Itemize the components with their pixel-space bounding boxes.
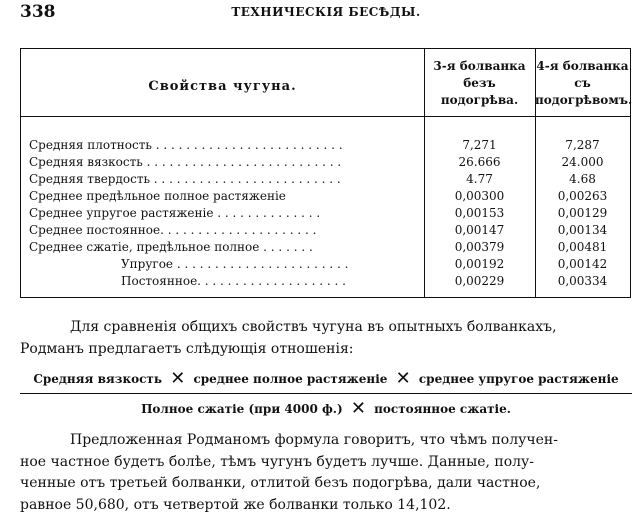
row-label: Средняя вязкость . . . . . . . . . . . . . . . . . . . . . . . . . . (29, 155, 342, 169)
table-row (21, 154, 630, 171)
header-col4-line: подогрѣвомъ. (535, 93, 633, 107)
header-properties: Свойства чугуна. (148, 79, 297, 94)
page-number: 338 (20, 2, 56, 22)
value-col3: 4.77 (466, 172, 493, 186)
value-col3: 7,271 (462, 138, 497, 152)
text-line: ченные отъ третьей болванки, отлитой безъ подогрѣва, дали частное, (20, 475, 541, 491)
row-label: Упругое . . . . . . . . . . . . . . . . . . . . . . . (121, 257, 349, 271)
header-col4 (535, 58, 633, 109)
formula-denominator (20, 398, 632, 419)
row-label: Среднее предѣльное полное растяженіе (29, 189, 286, 203)
row-label: Средняя твердость . . . . . . . . . . . . . . . . . . . . . . . . . (29, 172, 341, 186)
value-col4: 0,00134 (557, 223, 608, 237)
value-col3: 0,00229 (454, 274, 505, 288)
value-col4: 0,00334 (557, 274, 608, 288)
numerator-term: среднее упругое растяженіе (418, 372, 619, 386)
table-row (21, 171, 630, 188)
denominator-term: Полное сжатіе (при 4000 ф.) (141, 402, 343, 416)
row-label: Среднее постоянное. . . . . . . . . . . . . . . . . . . . . (29, 223, 317, 237)
header-divider (21, 116, 630, 117)
row-label: Средняя плотность . . . . . . . . . . . . . . . . . . . . . . . . . (29, 138, 343, 152)
multiply-icon: ✕ (395, 368, 411, 389)
result-paragraph (20, 430, 632, 516)
table-row (21, 222, 630, 239)
header-col3-line: подогрѣва. (440, 93, 519, 107)
table-row (21, 273, 630, 290)
value-col3: 0,00300 (454, 189, 505, 203)
value-col3: 0,00147 (454, 223, 505, 237)
header-col3-line: 3-я болванка (433, 59, 526, 73)
text-line: ное частное будетъ болѣе, тѣмъ чугунъ будетъ лучше. Данные, полу- (20, 453, 535, 470)
value-col4: 24.000 (561, 155, 604, 169)
header-col3-line: безъ (463, 76, 496, 90)
table-row (21, 137, 630, 154)
value-col3: 0,00192 (454, 257, 505, 271)
numerator-term: Средняя вязкость (33, 372, 163, 386)
value-col4: 0,00263 (557, 189, 608, 203)
multiply-icon: ✕ (350, 398, 366, 419)
table-row (21, 188, 630, 205)
value-col4: 0,00142 (557, 257, 608, 271)
text-line: равное 50,680, отъ четвертой же болванки только 14,102. (20, 496, 451, 513)
value-col4: 7,287 (565, 138, 600, 152)
multiply-icon: ✕ (170, 368, 186, 389)
page-header (20, 2, 632, 24)
row-label: Среднее упругое растяженіе . . . . . . . . . . . . . . (29, 206, 321, 220)
table-row (21, 205, 630, 222)
row-label: Постоянное. . . . . . . . . . . . . . . . . . . . (121, 274, 346, 288)
text-line: Предложенная Родманомъ формула говоритъ, что чѣмъ получен- (70, 432, 558, 448)
header-col4-line: съ (574, 76, 591, 90)
value-col4: 4.68 (569, 172, 596, 186)
text-line: Для сравненія общихъ свойствъ чугуна въ опытныхъ болванкахъ, (70, 319, 557, 335)
properties-table (20, 48, 631, 298)
intro-paragraph (20, 316, 632, 360)
text-line: Родманъ предлагаетъ слѣдующія отношенія: (20, 341, 354, 357)
row-label: Среднее сжатіе, предѣльное полное . . . . . . . (29, 240, 313, 254)
value-col4: 0,00129 (557, 206, 608, 220)
value-col3: 26.666 (458, 155, 501, 169)
formula-numerator (20, 368, 632, 389)
numerator-term: среднее полное растяженіе (193, 372, 388, 386)
header-col3 (424, 58, 535, 109)
value-col3: 0,00153 (454, 206, 505, 220)
denominator-term: постоянное сжатіе. (374, 402, 511, 416)
running-title: ТЕХНИЧЕСКІЯ БЕСѢДЫ. (231, 5, 421, 19)
fraction-line (20, 393, 632, 394)
table-row (21, 239, 630, 256)
value-col4: 0,00481 (557, 240, 608, 254)
value-col3: 0,00379 (454, 240, 505, 254)
header-col4-line: 4-я болванка (536, 59, 629, 73)
table-row (21, 256, 630, 273)
